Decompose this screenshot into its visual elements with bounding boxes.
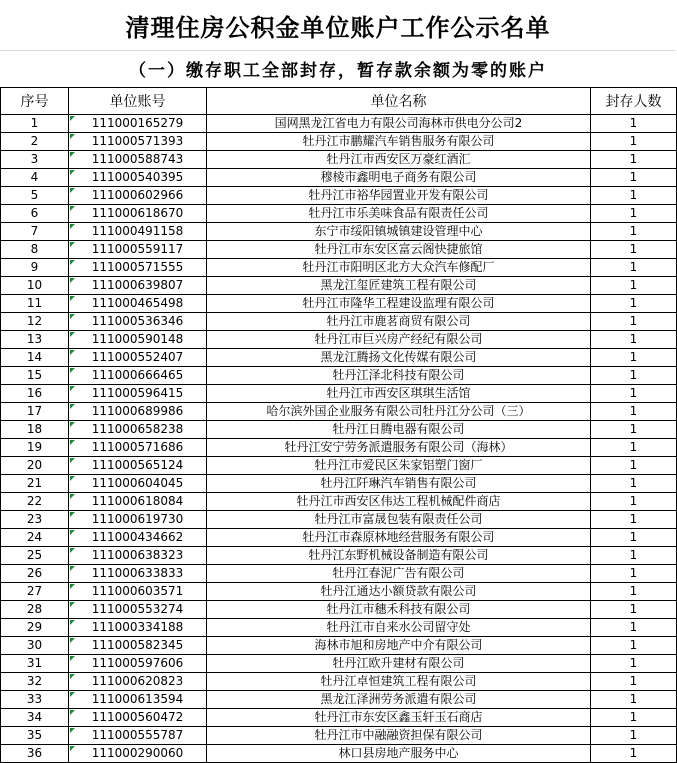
cell-account-number[interactable]: 111000555787 bbox=[69, 727, 207, 745]
cell-unit-name[interactable]: 牡丹江市爱民区朱家铝塑门窗厂 bbox=[207, 457, 591, 475]
cell-sealed-count[interactable]: 1 bbox=[591, 385, 677, 403]
table-row bbox=[1, 259, 677, 277]
cell-account-number[interactable]: 111000596415 bbox=[69, 385, 207, 403]
cell-account-number[interactable]: 111000633833 bbox=[69, 565, 207, 583]
cell-account-number[interactable]: 111000540395 bbox=[69, 169, 207, 187]
cell-unit-name[interactable]: 东宁市绥阳镇城镇建设管理中心 bbox=[207, 223, 591, 241]
table-row bbox=[1, 565, 677, 583]
cell-index[interactable]: 35 bbox=[1, 727, 69, 745]
cell-unit-name[interactable]: 牡丹江市西安区伟达工程机械配件商店 bbox=[207, 493, 591, 511]
cell-index[interactable]: 5 bbox=[1, 187, 69, 205]
cell-index[interactable]: 26 bbox=[1, 565, 69, 583]
cell-unit-name[interactable]: 牡丹江市裕华园置业开发有限公司 bbox=[207, 187, 591, 205]
cell-index[interactable]: 7 bbox=[1, 223, 69, 241]
cell-account-number[interactable]: 111000603571 bbox=[69, 583, 207, 601]
cell-unit-name[interactable]: 牡丹江市巨兴房产经纪有限公司 bbox=[207, 331, 591, 349]
cell-account-number[interactable]: 111000666465 bbox=[69, 367, 207, 385]
cell-unit-name[interactable]: 黑龙江腾扬文化传媒有限公司 bbox=[207, 349, 591, 367]
table-row bbox=[1, 115, 677, 133]
table-row bbox=[1, 439, 677, 457]
table-row bbox=[1, 583, 677, 601]
cell-unit-name[interactable]: 牡丹江市东安区鑫玉轩玉石商店 bbox=[207, 709, 591, 727]
cell-index[interactable]: 9 bbox=[1, 259, 69, 277]
table-row bbox=[1, 349, 677, 367]
cell-account-number[interactable]: 111000334188 bbox=[69, 619, 207, 637]
cell-unit-name[interactable]: 哈尔滨外国企业服务有限公司牡丹江分公司（三） bbox=[207, 403, 591, 421]
cell-index[interactable]: 10 bbox=[1, 277, 69, 295]
table-row bbox=[1, 313, 677, 331]
table-row bbox=[1, 205, 677, 223]
cell-sealed-count[interactable]: 1 bbox=[591, 349, 677, 367]
table-row bbox=[1, 655, 677, 673]
cell-sealed-count[interactable]: 1 bbox=[591, 133, 677, 151]
cell-index[interactable]: 24 bbox=[1, 529, 69, 547]
cell-account-number[interactable]: 111000613594 bbox=[69, 691, 207, 709]
cell-index[interactable]: 30 bbox=[1, 637, 69, 655]
table-row bbox=[1, 511, 677, 529]
cell-unit-name[interactable]: 牡丹江市东安区富云阁快捷旅馆 bbox=[207, 241, 591, 259]
table-row bbox=[1, 187, 677, 205]
table-row bbox=[1, 403, 677, 421]
cell-sealed-count[interactable]: 1 bbox=[591, 439, 677, 457]
cell-unit-name[interactable]: 国网黑龙江省电力有限公司海林市供电分公司2 bbox=[207, 115, 591, 133]
cell-account-number[interactable]: 111000590148 bbox=[69, 331, 207, 349]
cell-index[interactable]: 25 bbox=[1, 547, 69, 565]
table-row bbox=[1, 745, 677, 763]
cell-index[interactable]: 22 bbox=[1, 493, 69, 511]
cell-unit-name[interactable]: 牡丹江市西安区琪琪生活馆 bbox=[207, 385, 591, 403]
cell-sealed-count[interactable]: 1 bbox=[591, 151, 677, 169]
cell-sealed-count[interactable]: 1 bbox=[591, 475, 677, 493]
cell-index[interactable]: 3 bbox=[1, 151, 69, 169]
cell-unit-name[interactable]: 林口县房地产服务中心 bbox=[207, 745, 591, 763]
cell-unit-name[interactable]: 牡丹江市阳明区北方大众汽车修配厂 bbox=[207, 259, 591, 277]
header-account-number[interactable]: 单位账号 bbox=[69, 88, 207, 115]
cell-index[interactable]: 34 bbox=[1, 709, 69, 727]
cell-account-number[interactable]: 111000638323 bbox=[69, 547, 207, 565]
cell-unit-name[interactable]: 牡丹江市森原林地经营服务有限公司 bbox=[207, 529, 591, 547]
cell-sealed-count[interactable]: 1 bbox=[591, 601, 677, 619]
cell-unit-name[interactable]: 牡丹江市鹿茗商贸有限公司 bbox=[207, 313, 591, 331]
cell-unit-name[interactable]: 牡丹江市自来水公司留守处 bbox=[207, 619, 591, 637]
cell-unit-name[interactable]: 牡丹江日腾电器有限公司 bbox=[207, 421, 591, 439]
table-row bbox=[1, 241, 677, 259]
cell-account-number[interactable]: 111000658238 bbox=[69, 421, 207, 439]
cell-index[interactable]: 33 bbox=[1, 691, 69, 709]
table-row bbox=[1, 457, 677, 475]
cell-index[interactable]: 12 bbox=[1, 313, 69, 331]
cell-sealed-count[interactable]: 1 bbox=[591, 493, 677, 511]
cell-unit-name[interactable]: 穆棱市鑫明电子商务有限公司 bbox=[207, 169, 591, 187]
cell-account-number[interactable]: 111000588743 bbox=[69, 151, 207, 169]
cell-index[interactable]: 11 bbox=[1, 295, 69, 313]
cell-account-number[interactable]: 111000618084 bbox=[69, 493, 207, 511]
cell-sealed-count[interactable]: 1 bbox=[591, 277, 677, 295]
cell-sealed-count[interactable]: 1 bbox=[591, 691, 677, 709]
cell-unit-name[interactable]: 黑龙江玺匠建筑工程有限公司 bbox=[207, 277, 591, 295]
table-row bbox=[1, 295, 677, 313]
cell-account-number[interactable]: 111000571393 bbox=[69, 133, 207, 151]
cell-account-number[interactable]: 111000639807 bbox=[69, 277, 207, 295]
cell-sealed-count[interactable]: 1 bbox=[591, 565, 677, 583]
cell-account-number[interactable]: 111000536346 bbox=[69, 313, 207, 331]
cell-sealed-count[interactable]: 1 bbox=[591, 403, 677, 421]
cell-sealed-count[interactable]: 1 bbox=[591, 655, 677, 673]
table-row bbox=[1, 709, 677, 727]
cell-unit-name[interactable]: 牡丹江阡琳汽车销售有限公司 bbox=[207, 475, 591, 493]
cell-account-number[interactable]: 111000491158 bbox=[69, 223, 207, 241]
cell-unit-name[interactable]: 牡丹江春泥广告有限公司 bbox=[207, 565, 591, 583]
cell-index[interactable]: 14 bbox=[1, 349, 69, 367]
table-row bbox=[1, 169, 677, 187]
cell-account-number[interactable]: 111000582345 bbox=[69, 637, 207, 655]
cell-index[interactable]: 8 bbox=[1, 241, 69, 259]
table-row bbox=[1, 619, 677, 637]
cell-unit-name[interactable]: 牡丹江市乐美味食品有限责任公司 bbox=[207, 205, 591, 223]
cell-index[interactable]: 23 bbox=[1, 511, 69, 529]
cell-account-number[interactable]: 111000571555 bbox=[69, 259, 207, 277]
table-row bbox=[1, 691, 677, 709]
table-row bbox=[1, 673, 677, 691]
cell-sealed-count[interactable]: 1 bbox=[591, 241, 677, 259]
cell-account-number[interactable]: 111000553274 bbox=[69, 601, 207, 619]
cell-account-number[interactable]: 111000434662 bbox=[69, 529, 207, 547]
cell-unit-name[interactable]: 牡丹江市中融融资担保有限公司 bbox=[207, 727, 591, 745]
cell-index[interactable]: 36 bbox=[1, 745, 69, 763]
cell-account-number[interactable]: 111000560472 bbox=[69, 709, 207, 727]
table-row bbox=[1, 385, 677, 403]
cell-index[interactable]: 6 bbox=[1, 205, 69, 223]
header-index[interactable]: 序号 bbox=[1, 88, 69, 115]
cell-sealed-count[interactable]: 1 bbox=[591, 529, 677, 547]
table-row bbox=[1, 277, 677, 295]
table-row bbox=[1, 529, 677, 547]
cell-unit-name[interactable]: 牡丹江卓恒建筑工程有限公司 bbox=[207, 673, 591, 691]
cell-account-number[interactable]: 111000597606 bbox=[69, 655, 207, 673]
cell-index[interactable]: 4 bbox=[1, 169, 69, 187]
cell-account-number[interactable]: 111000604045 bbox=[69, 475, 207, 493]
cell-account-number[interactable]: 111000552407 bbox=[69, 349, 207, 367]
cell-unit-name[interactable]: 黑龙江泽洲劳务派遣有限公司 bbox=[207, 691, 591, 709]
cell-index[interactable]: 15 bbox=[1, 367, 69, 385]
cell-unit-name[interactable]: 牡丹江市鹏耀汽车销售服务有限公司 bbox=[207, 133, 591, 151]
cell-sealed-count[interactable]: 1 bbox=[591, 205, 677, 223]
cell-sealed-count[interactable]: 1 bbox=[591, 331, 677, 349]
page-subtitle: （一）缴存职工全部封存，暂存款余额为零的账户 bbox=[129, 61, 547, 81]
table-row bbox=[1, 547, 677, 565]
cell-sealed-count[interactable]: 1 bbox=[591, 367, 677, 385]
cell-sealed-count[interactable]: 1 bbox=[591, 457, 677, 475]
cell-index[interactable]: 13 bbox=[1, 331, 69, 349]
table-row bbox=[1, 421, 677, 439]
table-row bbox=[1, 727, 677, 745]
cell-index[interactable]: 31 bbox=[1, 655, 69, 673]
table-row bbox=[1, 367, 677, 385]
cell-sealed-count[interactable]: 1 bbox=[591, 583, 677, 601]
table-row bbox=[1, 223, 677, 241]
cell-account-number[interactable]: 111000618670 bbox=[69, 205, 207, 223]
cell-sealed-count[interactable]: 1 bbox=[591, 673, 677, 691]
cell-sealed-count[interactable]: 1 bbox=[591, 223, 677, 241]
cell-sealed-count[interactable]: 1 bbox=[591, 421, 677, 439]
table-row bbox=[1, 475, 677, 493]
cell-unit-name[interactable]: 牡丹江欧升建材有限公司 bbox=[207, 655, 591, 673]
cell-sealed-count[interactable]: 1 bbox=[591, 619, 677, 637]
cell-account-number[interactable]: 111000465498 bbox=[69, 295, 207, 313]
cell-account-number[interactable]: 111000620823 bbox=[69, 673, 207, 691]
cell-index[interactable]: 27 bbox=[1, 583, 69, 601]
cell-index[interactable]: 2 bbox=[1, 133, 69, 151]
cell-index[interactable]: 19 bbox=[1, 439, 69, 457]
cell-sealed-count[interactable]: 1 bbox=[591, 259, 677, 277]
cell-account-number[interactable]: 111000619730 bbox=[69, 511, 207, 529]
cell-account-number[interactable]: 111000571686 bbox=[69, 439, 207, 457]
cell-sealed-count[interactable]: 1 bbox=[591, 727, 677, 745]
table-row bbox=[1, 151, 677, 169]
cell-account-number[interactable]: 111000290060 bbox=[69, 745, 207, 763]
cell-sealed-count[interactable]: 1 bbox=[591, 745, 677, 763]
table-row bbox=[1, 637, 677, 655]
cell-sealed-count[interactable]: 1 bbox=[591, 313, 677, 331]
cell-account-number[interactable]: 111000602966 bbox=[69, 187, 207, 205]
cell-sealed-count[interactable]: 1 bbox=[591, 547, 677, 565]
cell-unit-name[interactable]: 牡丹江泽北科技有限公司 bbox=[207, 367, 591, 385]
cell-unit-name[interactable]: 牡丹江安宁劳务派遣服务有限公司（海林） bbox=[207, 439, 591, 457]
header-unit-name[interactable]: 单位名称 bbox=[207, 88, 591, 115]
cell-unit-name[interactable]: 牡丹江市穗禾科技有限公司 bbox=[207, 601, 591, 619]
cell-unit-name[interactable]: 牡丹江市富晟包装有限责任公司 bbox=[207, 511, 591, 529]
cell-index[interactable]: 18 bbox=[1, 421, 69, 439]
cell-account-number[interactable]: 111000689986 bbox=[69, 403, 207, 421]
cell-sealed-count[interactable]: 1 bbox=[591, 115, 677, 133]
cell-unit-name[interactable]: 牡丹江市隆华工程建设监理有限公司 bbox=[207, 295, 591, 313]
cell-unit-name[interactable]: 海林市旭和房地产中介有限公司 bbox=[207, 637, 591, 655]
table-row bbox=[1, 133, 677, 151]
cell-account-number[interactable]: 111000165279 bbox=[69, 115, 207, 133]
cell-sealed-count[interactable]: 1 bbox=[591, 169, 677, 187]
cell-unit-name[interactable]: 牡丹江通达小额贷款有限公司 bbox=[207, 583, 591, 601]
cell-unit-name[interactable]: 牡丹江东野机械设备制造有限公司 bbox=[207, 547, 591, 565]
table-row bbox=[1, 601, 677, 619]
cell-index[interactable]: 16 bbox=[1, 385, 69, 403]
cell-sealed-count[interactable]: 1 bbox=[591, 295, 677, 313]
table-header-row bbox=[1, 88, 677, 115]
header-sealed-count[interactable]: 封存人数 bbox=[591, 88, 677, 115]
cell-index[interactable]: 32 bbox=[1, 673, 69, 691]
cell-account-number[interactable]: 111000565124 bbox=[69, 457, 207, 475]
table-row bbox=[1, 493, 677, 511]
cell-sealed-count[interactable]: 1 bbox=[591, 709, 677, 727]
cell-sealed-count[interactable]: 1 bbox=[591, 187, 677, 205]
cell-sealed-count[interactable]: 1 bbox=[591, 637, 677, 655]
cell-unit-name[interactable]: 牡丹江市西安区万豪红酒汇 bbox=[207, 151, 591, 169]
cell-index[interactable]: 28 bbox=[1, 601, 69, 619]
page-title: 清理住房公积金单位账户工作公示名单 bbox=[0, 0, 676, 51]
cell-sealed-count[interactable]: 1 bbox=[591, 511, 677, 529]
account-table bbox=[0, 87, 677, 763]
cell-index[interactable]: 17 bbox=[1, 403, 69, 421]
cell-index[interactable]: 29 bbox=[1, 619, 69, 637]
cell-index[interactable]: 1 bbox=[1, 115, 69, 133]
cell-account-number[interactable]: 111000559117 bbox=[69, 241, 207, 259]
cell-index[interactable]: 20 bbox=[1, 457, 69, 475]
cell-index[interactable]: 21 bbox=[1, 475, 69, 493]
table-row bbox=[1, 331, 677, 349]
